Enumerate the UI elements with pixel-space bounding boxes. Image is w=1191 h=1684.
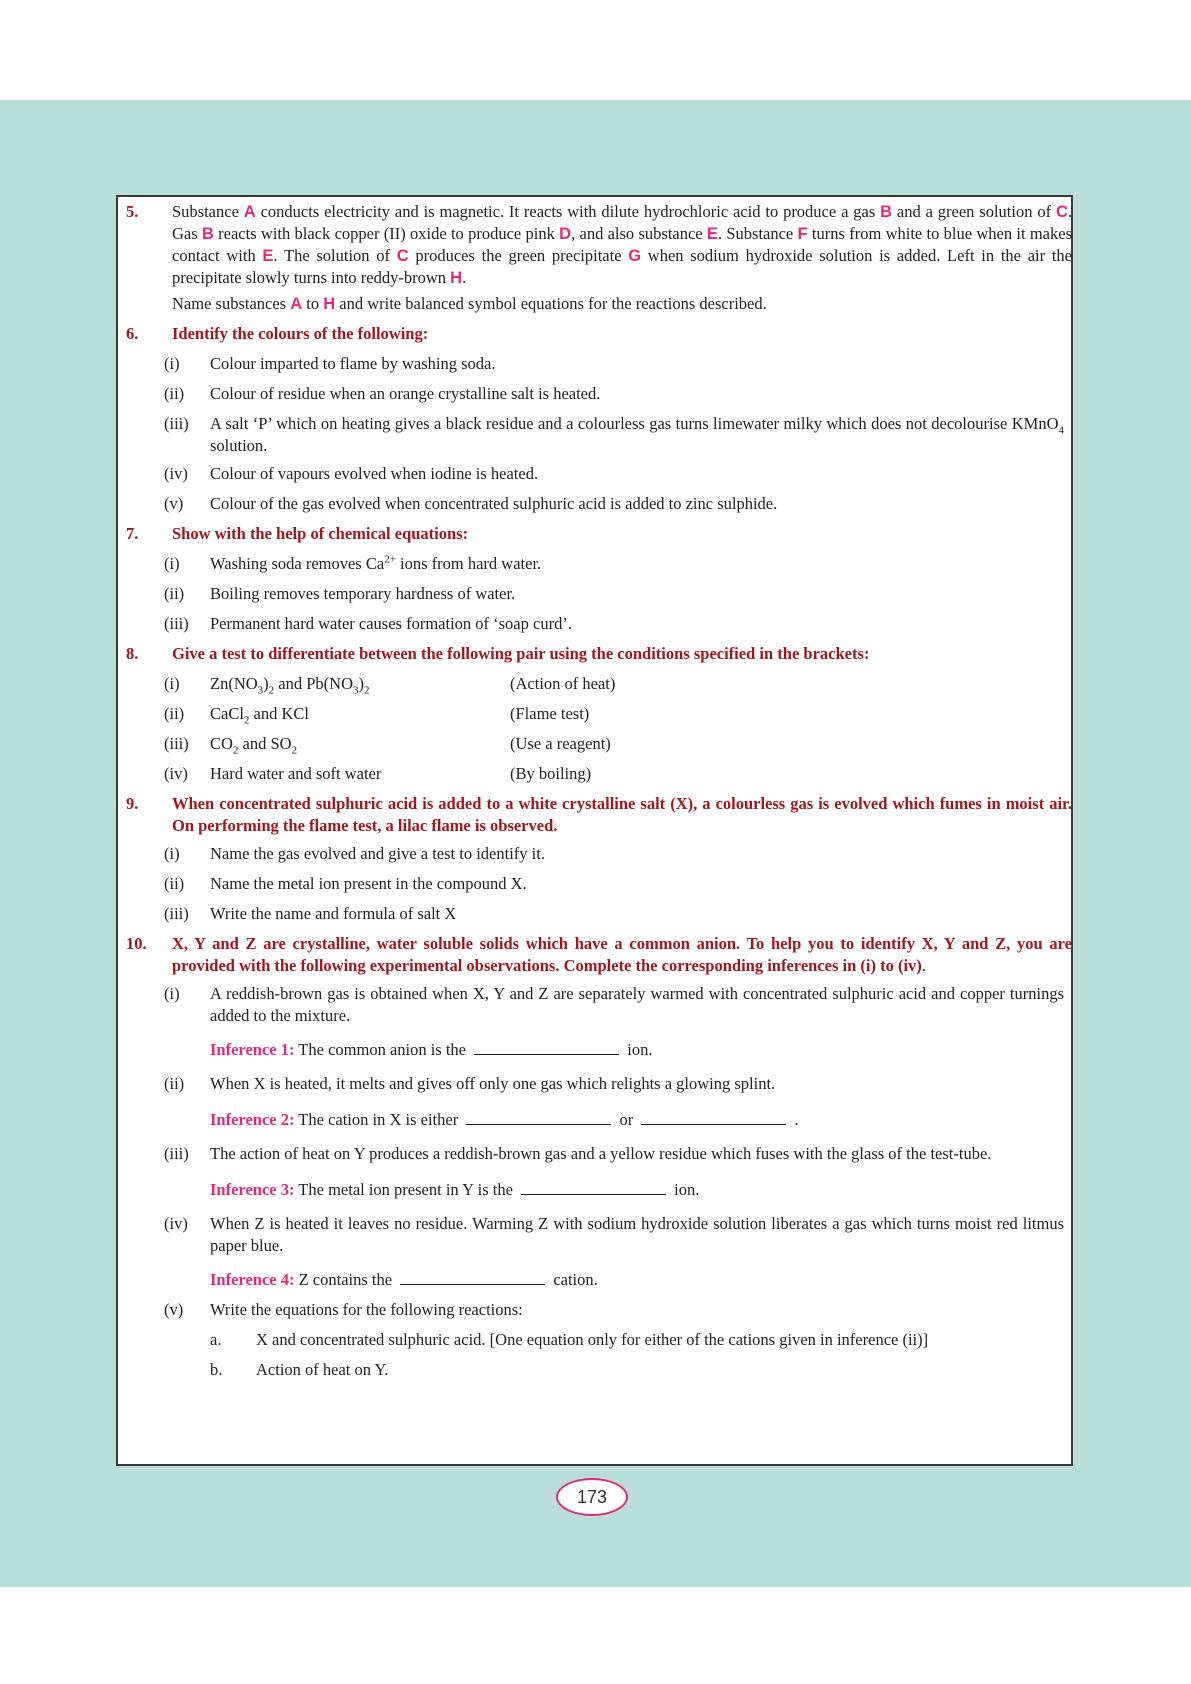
question-number: 6. — [126, 324, 139, 343]
page-number: 173 — [556, 1478, 628, 1516]
question-heading: Identify the colours of the following: — [172, 324, 429, 343]
question-heading: Show with the help of chemical equations: — [172, 524, 469, 543]
answer-blank[interactable] — [521, 1180, 666, 1195]
answer-blank[interactable] — [474, 1040, 619, 1055]
question-heading: X, Y and Z are crystalline, water soluble solids which have a common anion. To help you to identify X, Y and Z, you are provided with the following experimental observations. Complete the corresponding inferences in (i) to (iv). — [172, 934, 1072, 975]
answer-blank[interactable] — [466, 1110, 611, 1125]
question-5-text: Substance A conducts electricity and is magnetic. It reacts with dilute hydrochloric acid to produce a gas B and a green solution of C. Gas B reacts with black copper (II) oxide to produce pink D, and also substance E. Substance F turns from white to blue when it makes contact with E. The solution of C produces the green precipitate G when sodium hydroxide solution is added. Left in the air the precipitate slowly turns into reddy-brown H. — [172, 202, 1072, 287]
answer-blank[interactable] — [400, 1270, 545, 1285]
question-number: 5. — [126, 202, 139, 221]
question-number: 10. — [126, 934, 147, 953]
question-number: 9. — [126, 794, 139, 813]
question-number: 7. — [126, 524, 139, 543]
question-sheet: 5. Substance A conducts electricity and is magnetic. It reacts with dilute hydrochloric acid to produce a gas B and a green solution of C. Gas B reacts with black copper (II) oxide to produce pink D, and also substance E. Substance F turns from white to blue when it makes contact with E. The solution of C produces the green precipitate G when sodium hydroxide solution is added. Left in the air the precipitate slowly turns into reddy-brown H. Name substances A to H and write balanced symbol equations for the reactions described. 6. Identify the colours of the following: (i) Colour imparted to flame by washing soda. (ii) Colour of residue when an orange crystalline salt is heated. (iii) A salt ‘P’ which on heating gives a black residue and a colourless gas turns limewater milky which does not decolourise KMnO$_4$ solution. (iv) Colour of vapours evolved when iodine is heated. (v) Colour of the gas evolved when concentrated sulphuric acid is added to zinc sulphide. 7. Show with the help of chemical equations: (i) Washing soda removes $Ca^{2+}$ ions from hard water. (ii) Boiling removes temporary hardness of water. (iii) Permanent hard water causes formation of ‘soap curd’. 8. Give a test to differentiate between the following pair using the conditions specified in the brackets: (i) $Zn(NO_3)_2$ and $Pb(NO_3)_2$ (Action of heat) (ii) CaCl$_2$ and KCl (Flame test) (iii) $CO_2$ and $SO_2$ (Use a reagent) (iv) Hard water and soft water (By boiling) 9. When concentrated sulphuric acid is added to a white crystalline salt (X), a colourless gas is evolved which fumes in moist air. On performing the flame test, a lilac flame is observed. (i) Name the gas evolved and give a test to identify it. (ii) Name the metal ion present in the compound X. (iii) Write the name and formula of salt X 10. X, Y and Z are crystalline, water soluble solids which have a common anion. To help you to identify X, Y and Z, you are provided with the following experimental observations. Complete the corresponding inferences in (i) to (iv). (i) A reddish-brown gas is obtained when X, Y and Z are separately warmed with concentrated sulphuric acid and copper turnings added to the mixture. Inference 1: The common anion is the ion. (ii) When X is heated, it melts and gives off only one gas which relights a glowing splint. Inference 2: The cation in X is either or . (iii) The action of heat on Y produces a reddish-brown gas and a yellow residue which fuses with the glass of the test-tube. Inference 3: The metal ion present in Y is the ion. (iv) When Z is heated it leaves no residue. Warming Z with sodium hydroxide solution liberates a gas which turns moist red litmus paper blue. Inference 4: Z contains the cation. (v) Write the equations for the following reactions: a. X and concentrated sulphuric acid. [One equation only for either of the cations given in inference (ii)] b. Action of heat on Y. — [116, 195, 1073, 1466]
answer-blank[interactable] — [641, 1110, 786, 1125]
question-heading: When concentrated sulphuric acid is added to a white crystalline salt (X), a colourless gas is evolved which fumes in moist air. On performing the flame test, a lilac flame is observed. — [172, 794, 1072, 835]
question-number: 8. — [126, 644, 139, 663]
question-heading: Give a test to differentiate between the following pair using the conditions specified in the brackets: — [172, 644, 870, 663]
